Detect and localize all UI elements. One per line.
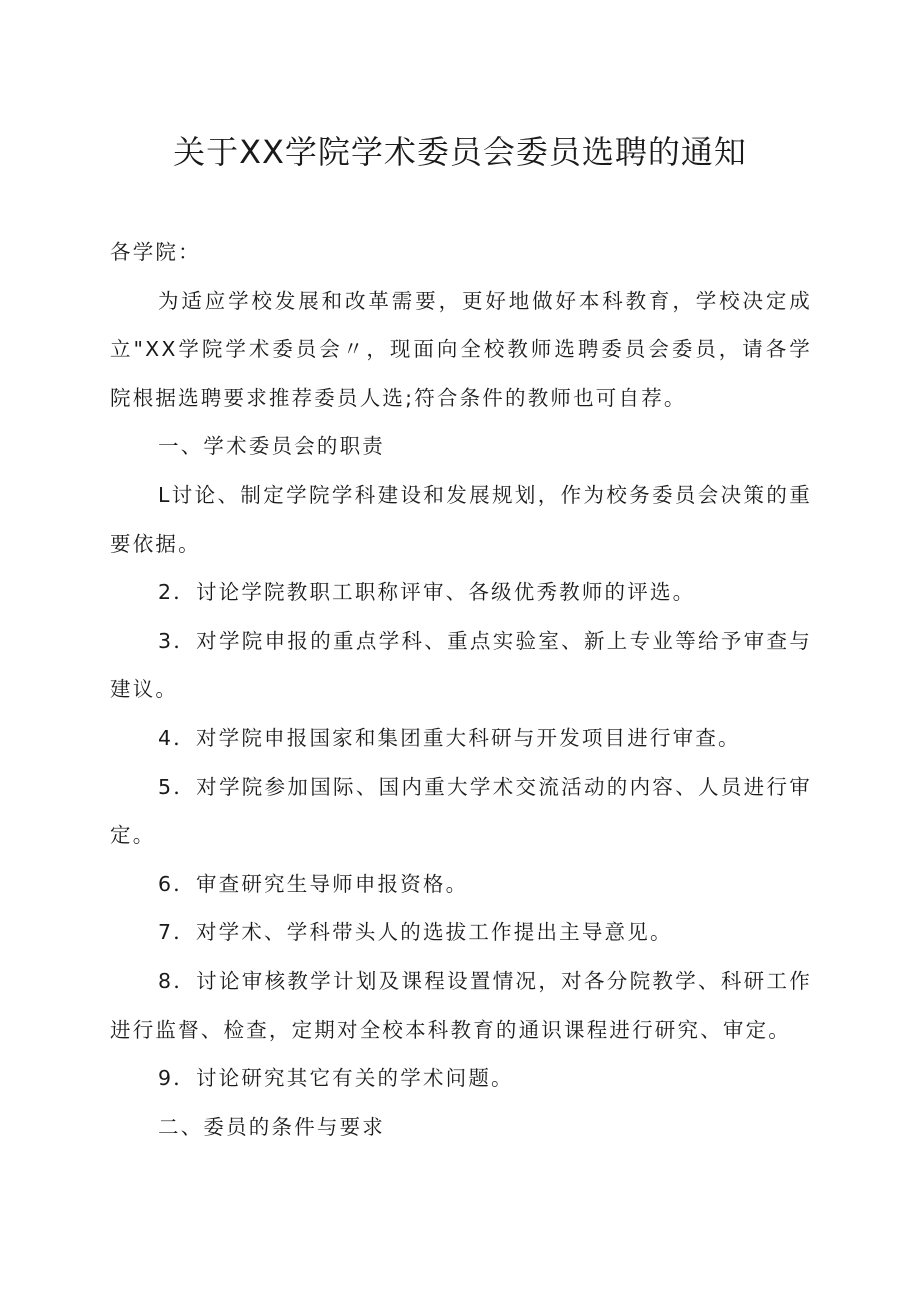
intro-paragraph: 为适应学校发展和改革需要，更好地做好本科教育，学校决定成立"XX学院学术委员会〃，现面向全校教师选聘委员会委员，请各学院根据选聘要求推荐委员人选;符合条件的教师也可自荐。 [110,288,812,410]
duty-item-1: L讨论、制定学院学科建设和发展规划，作为校务委员会决策的重要依据。 [110,482,812,556]
salutation: 各学院： [110,240,201,264]
duty-item-3: 3．对学院申报的重点学科、重点实验室、新上专业等给予审查与建议。 [110,628,812,702]
duty-item-8: 8．讨论审核教学计划及课程设置情况，对各分院教学、科研工作进行监督、检查，定期对全校本科教育的通识课程进行研究、审定。 [110,968,812,1042]
duty-item-6: 6．审查研究生导师申报资格。 [158,871,469,896]
section-heading-duties: 一、学术委员会的职责 [158,434,385,459]
duty-item-5: 5．对学院参加国际、国内重大学术交流活动的内容、人员进行审定。 [110,774,812,848]
duty-item-7: 7．对学术、学科带头人的选拔工作提出主导意见。 [158,920,673,945]
duty-item-2: 2．讨论学院教职工职称评审、各级优秀教师的评选。 [158,580,696,605]
duty-item-9: 9．讨论研究其它有关的学术问题。 [158,1066,514,1091]
document-body [110,228,812,1151]
document-title: 关于XX学院学术委员会委员选聘的通知 [173,133,747,171]
section-heading-requirements: 二、委员的条件与要求 [158,1114,385,1139]
duty-item-4: 4．对学院申报国家和集团重大科研与开发项目进行审查。 [158,725,741,750]
